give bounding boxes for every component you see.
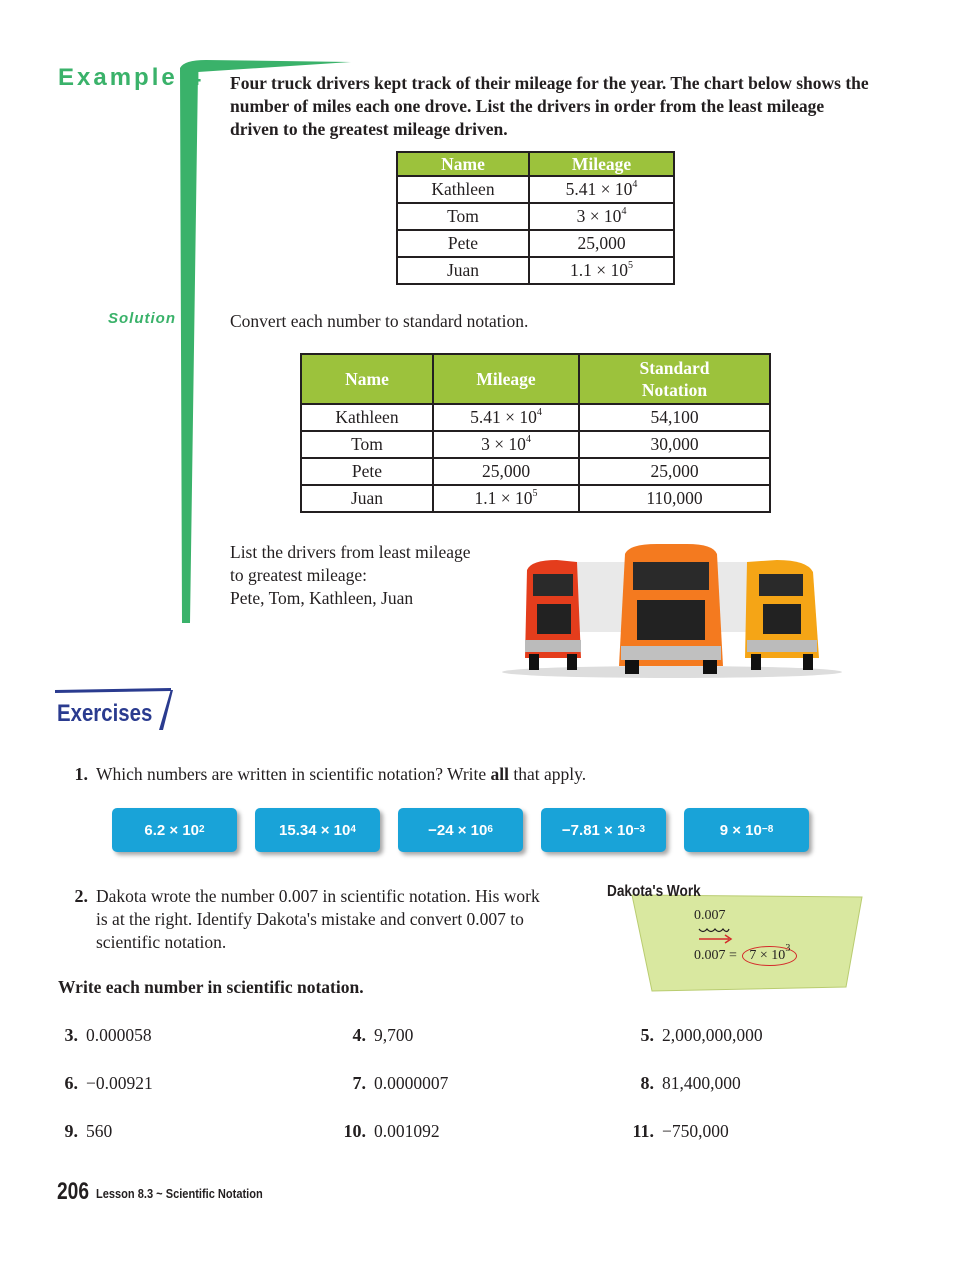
exercise-11: 11. −750,000 <box>632 1121 729 1141</box>
table-row <box>397 257 674 284</box>
exercises-title: Exercises <box>57 700 153 727</box>
cell-mileage: $5.41 \times 10^4$ <box>529 176 674 203</box>
cell-name: Juan <box>397 257 529 284</box>
exercise-5: 5. 2,000,000,000 <box>640 1025 763 1045</box>
cell-name: Tom <box>301 431 433 458</box>
exercise-7: 7. 0.0000007 <box>352 1073 449 1093</box>
exercise-10: 10. 0.001092 <box>343 1121 440 1141</box>
table-row <box>397 176 674 203</box>
choice-b[interactable]: 15.34 × 10 4 <box>255 808 380 852</box>
header-standard-notation: Standard Notation <box>579 354 770 404</box>
exercise-6: 6. −0.00921 <box>64 1073 153 1093</box>
exercise-8: 8. 81,400,000 <box>640 1073 741 1093</box>
dakota-line-2: $0.007 = 7 \times 10^3$ <box>694 946 797 966</box>
cell-mileage: $3 \times 10^4$ <box>529 203 674 230</box>
cell-mileage: $3 \times 10^4$ <box>433 431 579 458</box>
question-2: 2. Dakota wrote the number 0.007 in scientific notation. His work is at the right. Identify Dakota's mistake and convert 0.007 to scientific notation. <box>74 886 540 952</box>
decimal-move-arrows <box>697 925 737 945</box>
header-mileage: Mileage <box>433 354 579 404</box>
cell-mileage: $1.1 \times 10^5$ <box>433 485 579 512</box>
table-row <box>301 458 770 485</box>
header-name: Name <box>301 354 433 404</box>
header-name: Name <box>397 152 529 176</box>
cell-name: Juan <box>301 485 433 512</box>
cell-name: Pete <box>397 230 529 257</box>
conclusion: List the drivers from least mileage to greatest mileage: Pete, Tom, Kathleen, Juan <box>230 542 471 608</box>
exercise-3: 3. 0.000058 <box>64 1025 152 1045</box>
cell-name: Pete <box>301 458 433 485</box>
example-label: Example 4 <box>58 64 204 91</box>
standard-notation-table <box>300 353 771 513</box>
table-row <box>397 230 674 257</box>
lesson-title: Lesson 8.3 ~ Scientific Notation <box>96 1186 263 1201</box>
choice-d[interactable]: −7.81 × 10 −3 <box>541 808 666 852</box>
cell-mileage: 25,000 <box>433 458 579 485</box>
dakota-work-title: Dakota's Work <box>607 883 701 900</box>
cell-standard: 30,000 <box>579 431 770 458</box>
mileage-table <box>396 151 675 285</box>
cell-standard: 25,000 <box>579 458 770 485</box>
cell-name: Kathleen <box>397 176 529 203</box>
header-mileage: Mileage <box>529 152 674 176</box>
example-problem: Four truck drivers kept track of their mileage for the year. The chart below shows the number of miles each one drove. List the drivers in order from the least mileage driven to the greatest mileage driven. <box>230 73 869 139</box>
cell-mileage: $1.1 \times 10^5$ <box>529 257 674 284</box>
exercise-4: 4. 9,700 <box>352 1025 414 1045</box>
cell-mileage: 25,000 <box>529 230 674 257</box>
choice-c[interactable]: −24 × 10 6 <box>398 808 523 852</box>
table-row <box>397 203 674 230</box>
cell-name: Kathleen <box>301 404 433 431</box>
table-row <box>301 485 770 512</box>
solution-text: Convert each number to standard notation. <box>230 311 529 331</box>
exercise-9: 9. 560 <box>64 1121 113 1141</box>
cell-name: Tom <box>397 203 529 230</box>
choice-e[interactable]: 9 × 10 −8 <box>684 808 809 852</box>
solution-label: Solution <box>108 310 176 327</box>
trucks-image <box>497 540 847 680</box>
question-1: 1. Which numbers are written in scientific notation? Write all that apply. <box>74 764 587 784</box>
cell-standard: 54,100 <box>579 404 770 431</box>
cell-mileage: $5.41 \times 10^4$ <box>433 404 579 431</box>
table-row <box>301 404 770 431</box>
instruction: Write each number in scientific notation. <box>58 977 364 997</box>
dakota-line-1: 0.007 <box>694 908 726 923</box>
page-number: 206 <box>57 1178 90 1205</box>
table-row <box>301 431 770 458</box>
cell-standard: 110,000 <box>579 485 770 512</box>
choice-a[interactable]: 6.2 × 10 2 <box>112 808 237 852</box>
